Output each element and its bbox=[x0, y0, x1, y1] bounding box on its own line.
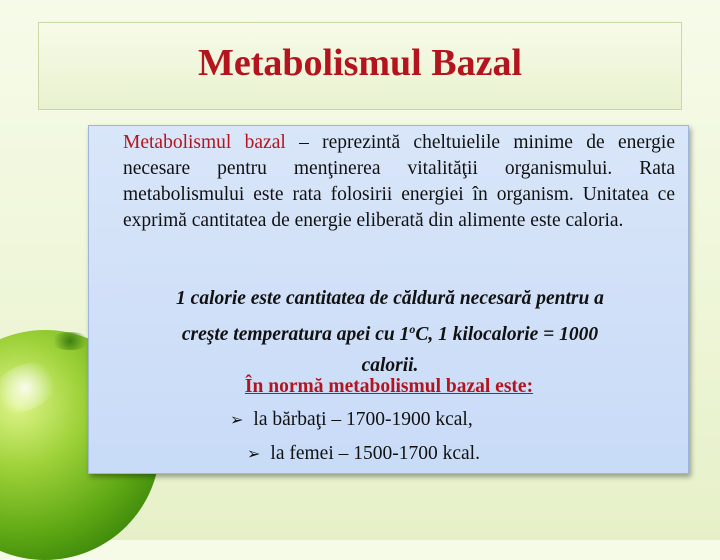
arrow-bullet-icon: ➢ bbox=[230, 410, 244, 429]
arrow-bullet-icon: ➢ bbox=[247, 444, 261, 463]
calorie-line-3: calorii. bbox=[361, 355, 419, 376]
bullet-men-text: la bărbaţi – 1700-1900 kcal, bbox=[253, 409, 473, 430]
definition-paragraph bbox=[123, 130, 675, 234]
apple-stem-hollow bbox=[50, 332, 90, 350]
norm-heading: În normă metabolismul bazal este: bbox=[244, 376, 534, 397]
content-box bbox=[88, 125, 689, 474]
calorie-definition bbox=[107, 283, 673, 381]
bullet-men bbox=[230, 406, 473, 434]
bullet-women-text: la femei – 1500-1700 kcal. bbox=[270, 443, 480, 464]
calorie-line-2a: creşte temperatura apei cu 1 bbox=[181, 324, 410, 345]
slide-title: Metabolismul Bazal bbox=[197, 42, 523, 84]
bullet-women bbox=[247, 440, 480, 468]
calorie-line-2b: C, 1 kilocalorie = 1000 bbox=[415, 324, 599, 345]
title-box bbox=[38, 22, 682, 110]
calorie-line-2 bbox=[107, 314, 673, 350]
calorie-line-1: 1 calorie este cantitatea de căldură necesară pentru a bbox=[176, 288, 604, 309]
degree-superscript: o bbox=[409, 322, 416, 336]
definition-text: – reprezintă cheltuielile minime de energie necesare pentru menţinerea vitalităţii organismului. Rata metabolismului este rata folosirii energiei în organism. Unitatea ce exprimă cantitatea de energie eliberată din alimente este caloria. bbox=[123, 132, 675, 231]
definition-term: Metabolismul bazal bbox=[123, 132, 286, 153]
